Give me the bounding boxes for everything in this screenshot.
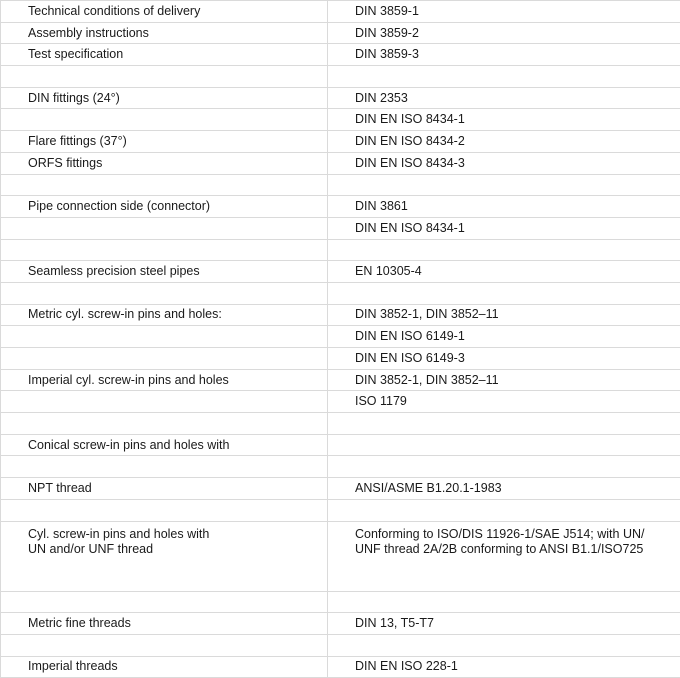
row-value: DIN 3852-1, DIN 3852–11 xyxy=(328,304,680,326)
row-label xyxy=(1,348,328,370)
table-row xyxy=(1,109,680,131)
table-row xyxy=(1,413,680,435)
table-row xyxy=(1,1,680,23)
row-value xyxy=(328,66,680,88)
row-label: Flare fittings (37°) xyxy=(1,131,328,153)
row-label xyxy=(1,591,328,613)
row-label xyxy=(1,282,328,304)
row-value xyxy=(328,282,680,304)
row-value: DIN EN ISO 8434-2 xyxy=(328,131,680,153)
table-row xyxy=(1,44,680,66)
row-label: Imperial cyl. screw-in pins and holes xyxy=(1,369,328,391)
row-value: DIN EN ISO 8434-1 xyxy=(328,217,680,239)
row-value: ANSI/ASME B1.20.1-1983 xyxy=(328,478,680,500)
table-row xyxy=(1,131,680,153)
row-value xyxy=(328,499,680,521)
row-value: DIN 3861 xyxy=(328,196,680,218)
row-value xyxy=(328,634,680,656)
row-value: DIN 3859-2 xyxy=(328,22,680,44)
row-label: NPT thread xyxy=(1,478,328,500)
table-row xyxy=(1,591,680,613)
row-label: Technical conditions of delivery xyxy=(1,1,328,23)
table-row xyxy=(1,478,680,500)
row-value xyxy=(328,591,680,613)
row-label: Conical screw-in pins and holes with xyxy=(1,434,328,456)
table-row xyxy=(1,239,680,261)
row-value xyxy=(328,413,680,435)
row-value xyxy=(328,239,680,261)
table-row xyxy=(1,261,680,283)
row-value: DIN EN ISO 228-1 xyxy=(328,656,680,678)
row-value: EN 10305-4 xyxy=(328,261,680,283)
table-row xyxy=(1,656,680,678)
table-row xyxy=(1,196,680,218)
row-label: Metric cyl. screw-in pins and holes: xyxy=(1,304,328,326)
table-row xyxy=(1,499,680,521)
table-row xyxy=(1,521,680,591)
standards-table-body xyxy=(1,1,680,678)
row-label: ORFS fittings xyxy=(1,152,328,174)
row-value: DIN EN ISO 6149-3 xyxy=(328,348,680,370)
row-label xyxy=(1,66,328,88)
table-row xyxy=(1,434,680,456)
row-label: Cyl. screw-in pins and holes with UN and/or UNF thread xyxy=(1,521,328,591)
row-value: DIN EN ISO 6149-1 xyxy=(328,326,680,348)
row-value xyxy=(328,174,680,196)
row-label xyxy=(1,326,328,348)
row-value xyxy=(328,456,680,478)
row-label xyxy=(1,239,328,261)
table-row xyxy=(1,634,680,656)
table-row xyxy=(1,282,680,304)
table-row xyxy=(1,152,680,174)
row-label: Seamless precision steel pipes xyxy=(1,261,328,283)
table-row xyxy=(1,174,680,196)
row-value: DIN 3859-3 xyxy=(328,44,680,66)
row-label xyxy=(1,456,328,478)
table-row xyxy=(1,613,680,635)
row-label: Metric fine threads xyxy=(1,613,328,635)
row-label: Test specification xyxy=(1,44,328,66)
row-label xyxy=(1,109,328,131)
row-label: DIN fittings (24°) xyxy=(1,87,328,109)
row-label xyxy=(1,174,328,196)
row-value: DIN 3852-1, DIN 3852–11 xyxy=(328,369,680,391)
table-row xyxy=(1,87,680,109)
row-value: DIN EN ISO 8434-3 xyxy=(328,152,680,174)
row-value: DIN EN ISO 8434-1 xyxy=(328,109,680,131)
row-value xyxy=(328,434,680,456)
row-value: DIN 3859-1 xyxy=(328,1,680,23)
row-value: DIN 2353 xyxy=(328,87,680,109)
table-row xyxy=(1,66,680,88)
table-row xyxy=(1,217,680,239)
row-label: Assembly instructions xyxy=(1,22,328,44)
row-value: ISO 1179 xyxy=(328,391,680,413)
table-row xyxy=(1,369,680,391)
table-row xyxy=(1,456,680,478)
table-row xyxy=(1,304,680,326)
row-label: Imperial threads xyxy=(1,656,328,678)
table-row xyxy=(1,348,680,370)
row-value: DIN 13, T5-T7 xyxy=(328,613,680,635)
table-row xyxy=(1,391,680,413)
row-value: Conforming to ISO/DIS 11926-1/SAE J514; with UN/ UNF thread 2A/2B conforming to ANSI B1.1/ISO725 xyxy=(328,521,680,591)
row-label xyxy=(1,413,328,435)
row-label xyxy=(1,217,328,239)
row-label xyxy=(1,391,328,413)
row-label xyxy=(1,634,328,656)
table-row xyxy=(1,22,680,44)
row-label xyxy=(1,499,328,521)
row-label: Pipe connection side (connector) xyxy=(1,196,328,218)
table-row xyxy=(1,326,680,348)
